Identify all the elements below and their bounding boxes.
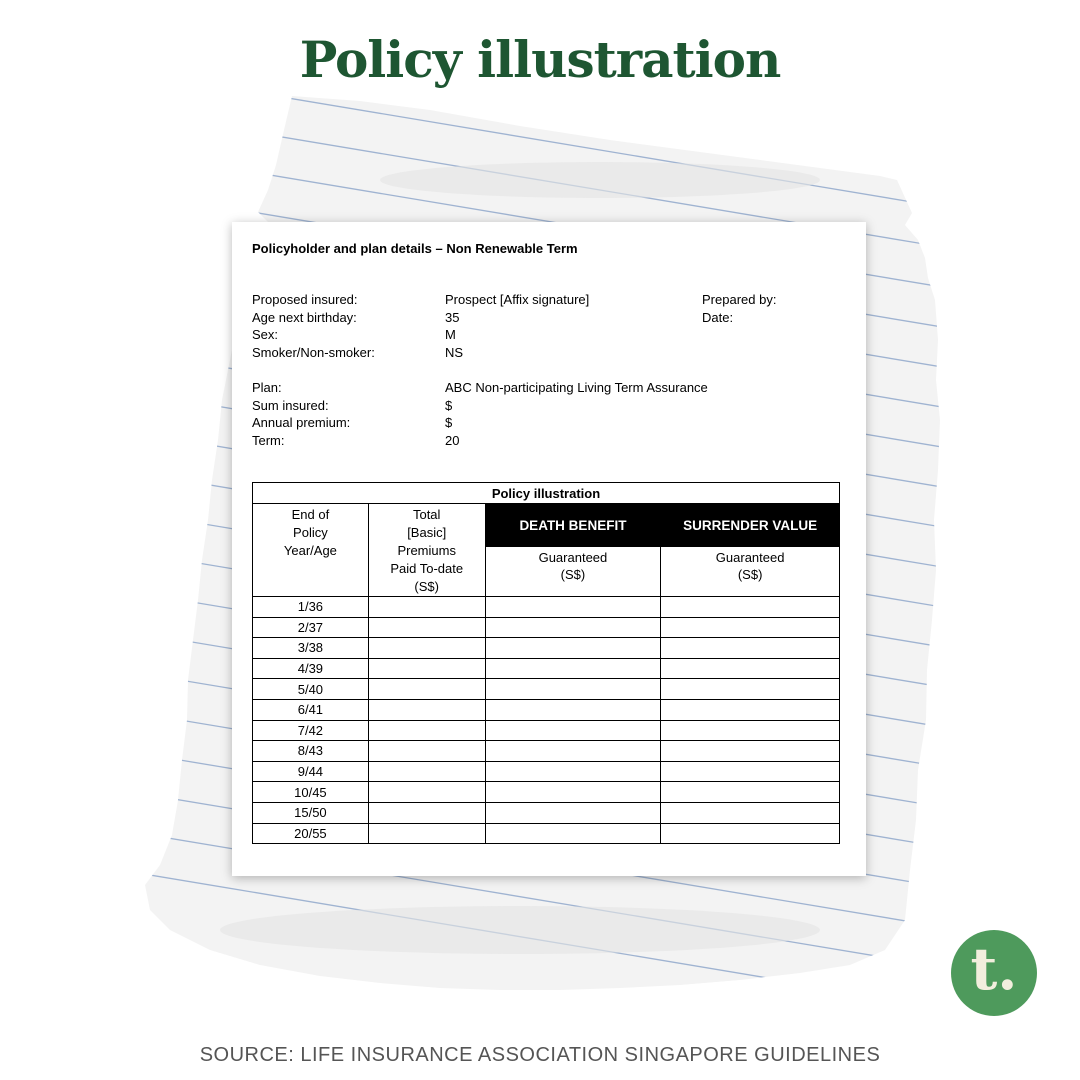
header-line: Premiums [397,543,456,558]
header-line: (S$) [560,567,586,583]
field-value: NS [445,345,464,360]
table-row [253,679,840,700]
document-heading: Policyholder and plan details – Non Renewable Term [252,241,578,256]
empty-cell [485,720,661,741]
field-label: Plan: [252,380,282,395]
empty-cell [661,638,840,659]
empty-cell [661,782,840,803]
header-line: (S$) [414,579,439,594]
empty-cell [661,761,840,782]
field-value: Prospect [Affix signature] [445,292,590,307]
empty-cell [661,802,840,823]
field-right-label: Date: [702,310,734,325]
empty-cell [368,597,485,618]
empty-cell [661,699,840,720]
empty-cell [485,741,661,762]
empty-cell [485,597,661,618]
header-line: Guaranteed [715,550,785,566]
empty-cell [485,638,661,659]
field-value: $ [445,415,453,430]
field-label: Smoker/Non-smoker: [252,345,375,360]
empty-cell [485,679,661,700]
page-title: Policy illustration [299,30,781,89]
table-row [253,802,840,823]
field-value: 35 [445,310,460,325]
empty-cell [368,658,485,679]
year-age-cell: 20/55 [253,823,369,844]
column-header-death-benefit: DEATH BENEFIT [485,504,661,547]
table-row [253,699,840,720]
table-caption: Policy illustration [253,483,840,504]
source-caption: SOURCE: LIFE INSURANCE ASSOCIATION SINGAPORE GUIDELINES [199,1044,881,1066]
header-line: End of [291,507,330,522]
empty-cell [368,638,485,659]
empty-cell [368,699,485,720]
field-label: Sum insured: [252,398,329,413]
table-row [253,617,840,638]
policy-illustration-table [252,482,840,844]
year-age-cell: 2/37 [253,617,369,638]
header-line: Year/Age [283,543,337,558]
field-value: ABC Non-participating Living Term Assurance [445,380,708,395]
table-row [253,638,840,659]
empty-cell [485,823,661,844]
year-age-cell: 15/50 [253,802,369,823]
field-right-label: Prepared by: [702,292,777,307]
field-label: Proposed insured: [252,292,358,307]
empty-cell [485,699,661,720]
field-label: Term: [252,433,285,448]
empty-cell [661,658,840,679]
table-row [253,823,840,844]
field-value: $ [445,398,453,413]
year-age-cell: 7/42 [253,720,369,741]
field-label: Sex: [252,327,279,342]
empty-cell [368,617,485,638]
empty-cell [485,782,661,803]
empty-cell [661,741,840,762]
empty-cell [661,597,840,618]
policy-document [232,222,866,876]
header-line: [Basic] [407,525,447,540]
brand-logo [951,930,1037,1016]
empty-cell [485,761,661,782]
year-age-cell: 9/44 [253,761,369,782]
year-age-cell: 1/36 [253,597,369,618]
year-age-cell: 5/40 [253,679,369,700]
field-value: 20 [445,433,460,448]
empty-cell [661,679,840,700]
table-row [253,761,840,782]
year-age-cell: 8/43 [253,741,369,762]
empty-cell [485,658,661,679]
empty-cell [661,617,840,638]
table-row [253,658,840,679]
empty-cell [661,823,840,844]
year-age-cell: 10/45 [253,782,369,803]
empty-cell [661,720,840,741]
table-row [253,741,840,762]
field-label: Age next birthday: [252,310,357,325]
empty-cell [368,823,485,844]
header-line: Total [412,507,441,522]
empty-cell [485,617,661,638]
table-row [253,720,840,741]
table-row [253,782,840,803]
field-value: M [445,327,456,342]
header-line: Paid To-date [390,561,464,576]
column-header-year-age [253,504,369,597]
column-header-premiums [368,504,485,597]
header-line: Guaranteed [538,550,608,566]
field-label: Annual premium: [252,415,351,430]
empty-cell [368,720,485,741]
empty-cell [368,679,485,700]
empty-cell [368,741,485,762]
year-age-cell: 6/41 [253,699,369,720]
logo-letter: t. [970,935,1018,1003]
empty-cell [368,761,485,782]
header-line: Policy [293,525,328,540]
year-age-cell: 4/39 [253,658,369,679]
year-age-cell: 3/38 [253,638,369,659]
empty-cell [368,782,485,803]
surrender-value-subheader [661,547,840,597]
empty-cell [368,802,485,823]
header-line: (S$) [737,567,763,583]
column-header-surrender-value: SURRENDER VALUE [661,504,840,547]
death-benefit-subheader [485,547,661,597]
table-row [253,597,840,618]
empty-cell [485,802,661,823]
